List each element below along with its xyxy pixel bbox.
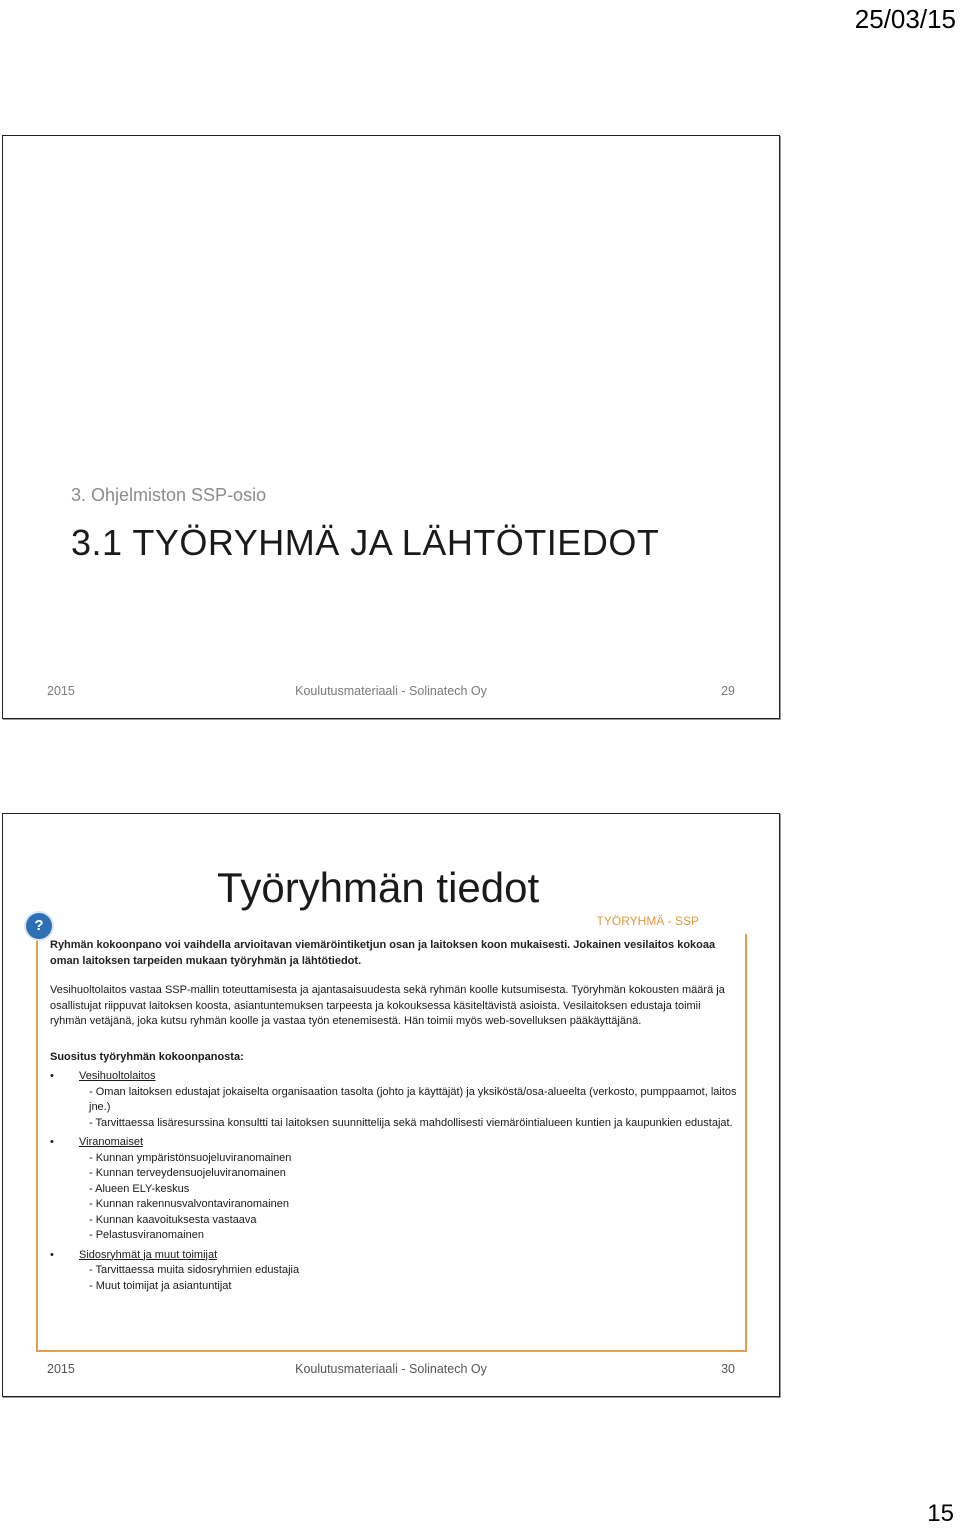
slide-30 (2, 813, 780, 1397)
question-mark-icon[interactable]: ? (26, 913, 52, 939)
footer-text: Koulutusmateriaali - Solinatech Oy (295, 1362, 487, 1376)
group-label: Sidosryhmät ja muut toimijat (79, 1248, 218, 1261)
page-number: 15 (927, 1500, 954, 1527)
footer-text: Koulutusmateriaali - Solinatech Oy (295, 684, 487, 698)
recommendation-heading: Suositus työryhmän kokoonpanosta: (50, 1050, 244, 1063)
slide-footer (47, 1362, 735, 1378)
footer-slide-number: 30 (721, 1362, 735, 1376)
slide-title: Työryhmän tiedot (217, 864, 540, 911)
footer-year: 2015 (47, 684, 75, 698)
slide-footer (47, 684, 735, 700)
slide-title: 3.1 TYÖRYHMÄ JA LÄHTÖTIEDOT (71, 522, 660, 563)
list-item: - Tarvittaessa lisäresurssina konsultti tai laitoksen suunnittelija sekä mahdollisesti viemäröintialueen kuntien ja kaupunkien edustajat. (89, 1116, 733, 1129)
group-item (50, 1248, 740, 1264)
list-item: - Kunnan ympäristönsuojeluviranomainen (89, 1151, 292, 1164)
list-item: - Kunnan kaavoituksesta vastaava (89, 1213, 257, 1226)
list-item: - Kunnan rakennusvalvontaviranomainen (89, 1198, 289, 1210)
footer-year: 2015 (47, 1362, 75, 1376)
list-item: - Muut toimijat ja asiantuntijat (89, 1279, 232, 1292)
group-label: Vesihuoltolaitos (79, 1070, 156, 1082)
slide-29 (2, 135, 780, 719)
responsibility-paragraph: Vesihuoltolaitos vastaa SSP-mallin toteuttamisesta ja ajantasaisuudesta sekä ryhmän koolle kutsumisesta. Työryhmän kokousten määrä ja osallistujat riippuvat laitoksen koosta, asiantuntemuksen tarpeesta ja kokouksessa käsiteltävistä asioista. Vesilaitoksen edustaja toimii ryhmän vetäjänä, joka kutsu ryhmän koolle ja vastaa työn etenemisestä. Hän toimii myös web-sovelluksen pääkäyttäjänä. (50, 984, 725, 1027)
group-label: Viranomaiset (79, 1136, 143, 1148)
slide-subtitle: 3. Ohjelmiston SSP-osio (71, 485, 267, 505)
section-tag: TYÖRYHMÄ - SSP (596, 914, 699, 928)
page-date: 25/03/15 (854, 4, 956, 34)
intro-paragraph: Ryhmän kokoonpano voi vaihdella arvioitavan viemäröintiketjun osan ja laitoksen koon mukaisesti. Jokainen vesilaitos kokoaa oman laitoksen tarpeiden mukaan työryhmän ja lähtötiedot. (50, 939, 716, 967)
footer-slide-number: 29 (721, 684, 735, 698)
list-item: - Oman laitoksen edustajat jokaiselta organisaation tasolta (johto ja käyttäjät) ja yksiköstä/osa-alueelta (verkosto, pumppaamot, laitos jne.) (89, 1085, 737, 1113)
group-item (50, 1135, 740, 1151)
list-item: - Kunnan terveydensuojeluviranomainen (89, 1167, 286, 1179)
list-item: - Tarvittaessa muita sidosryhmien edustajia (89, 1264, 300, 1276)
list-item: - Pelastusviranomainen (89, 1229, 204, 1241)
group-item (50, 1069, 740, 1085)
list-item: - Alueen ELY-keskus (89, 1182, 190, 1195)
slide-content (50, 938, 740, 1294)
